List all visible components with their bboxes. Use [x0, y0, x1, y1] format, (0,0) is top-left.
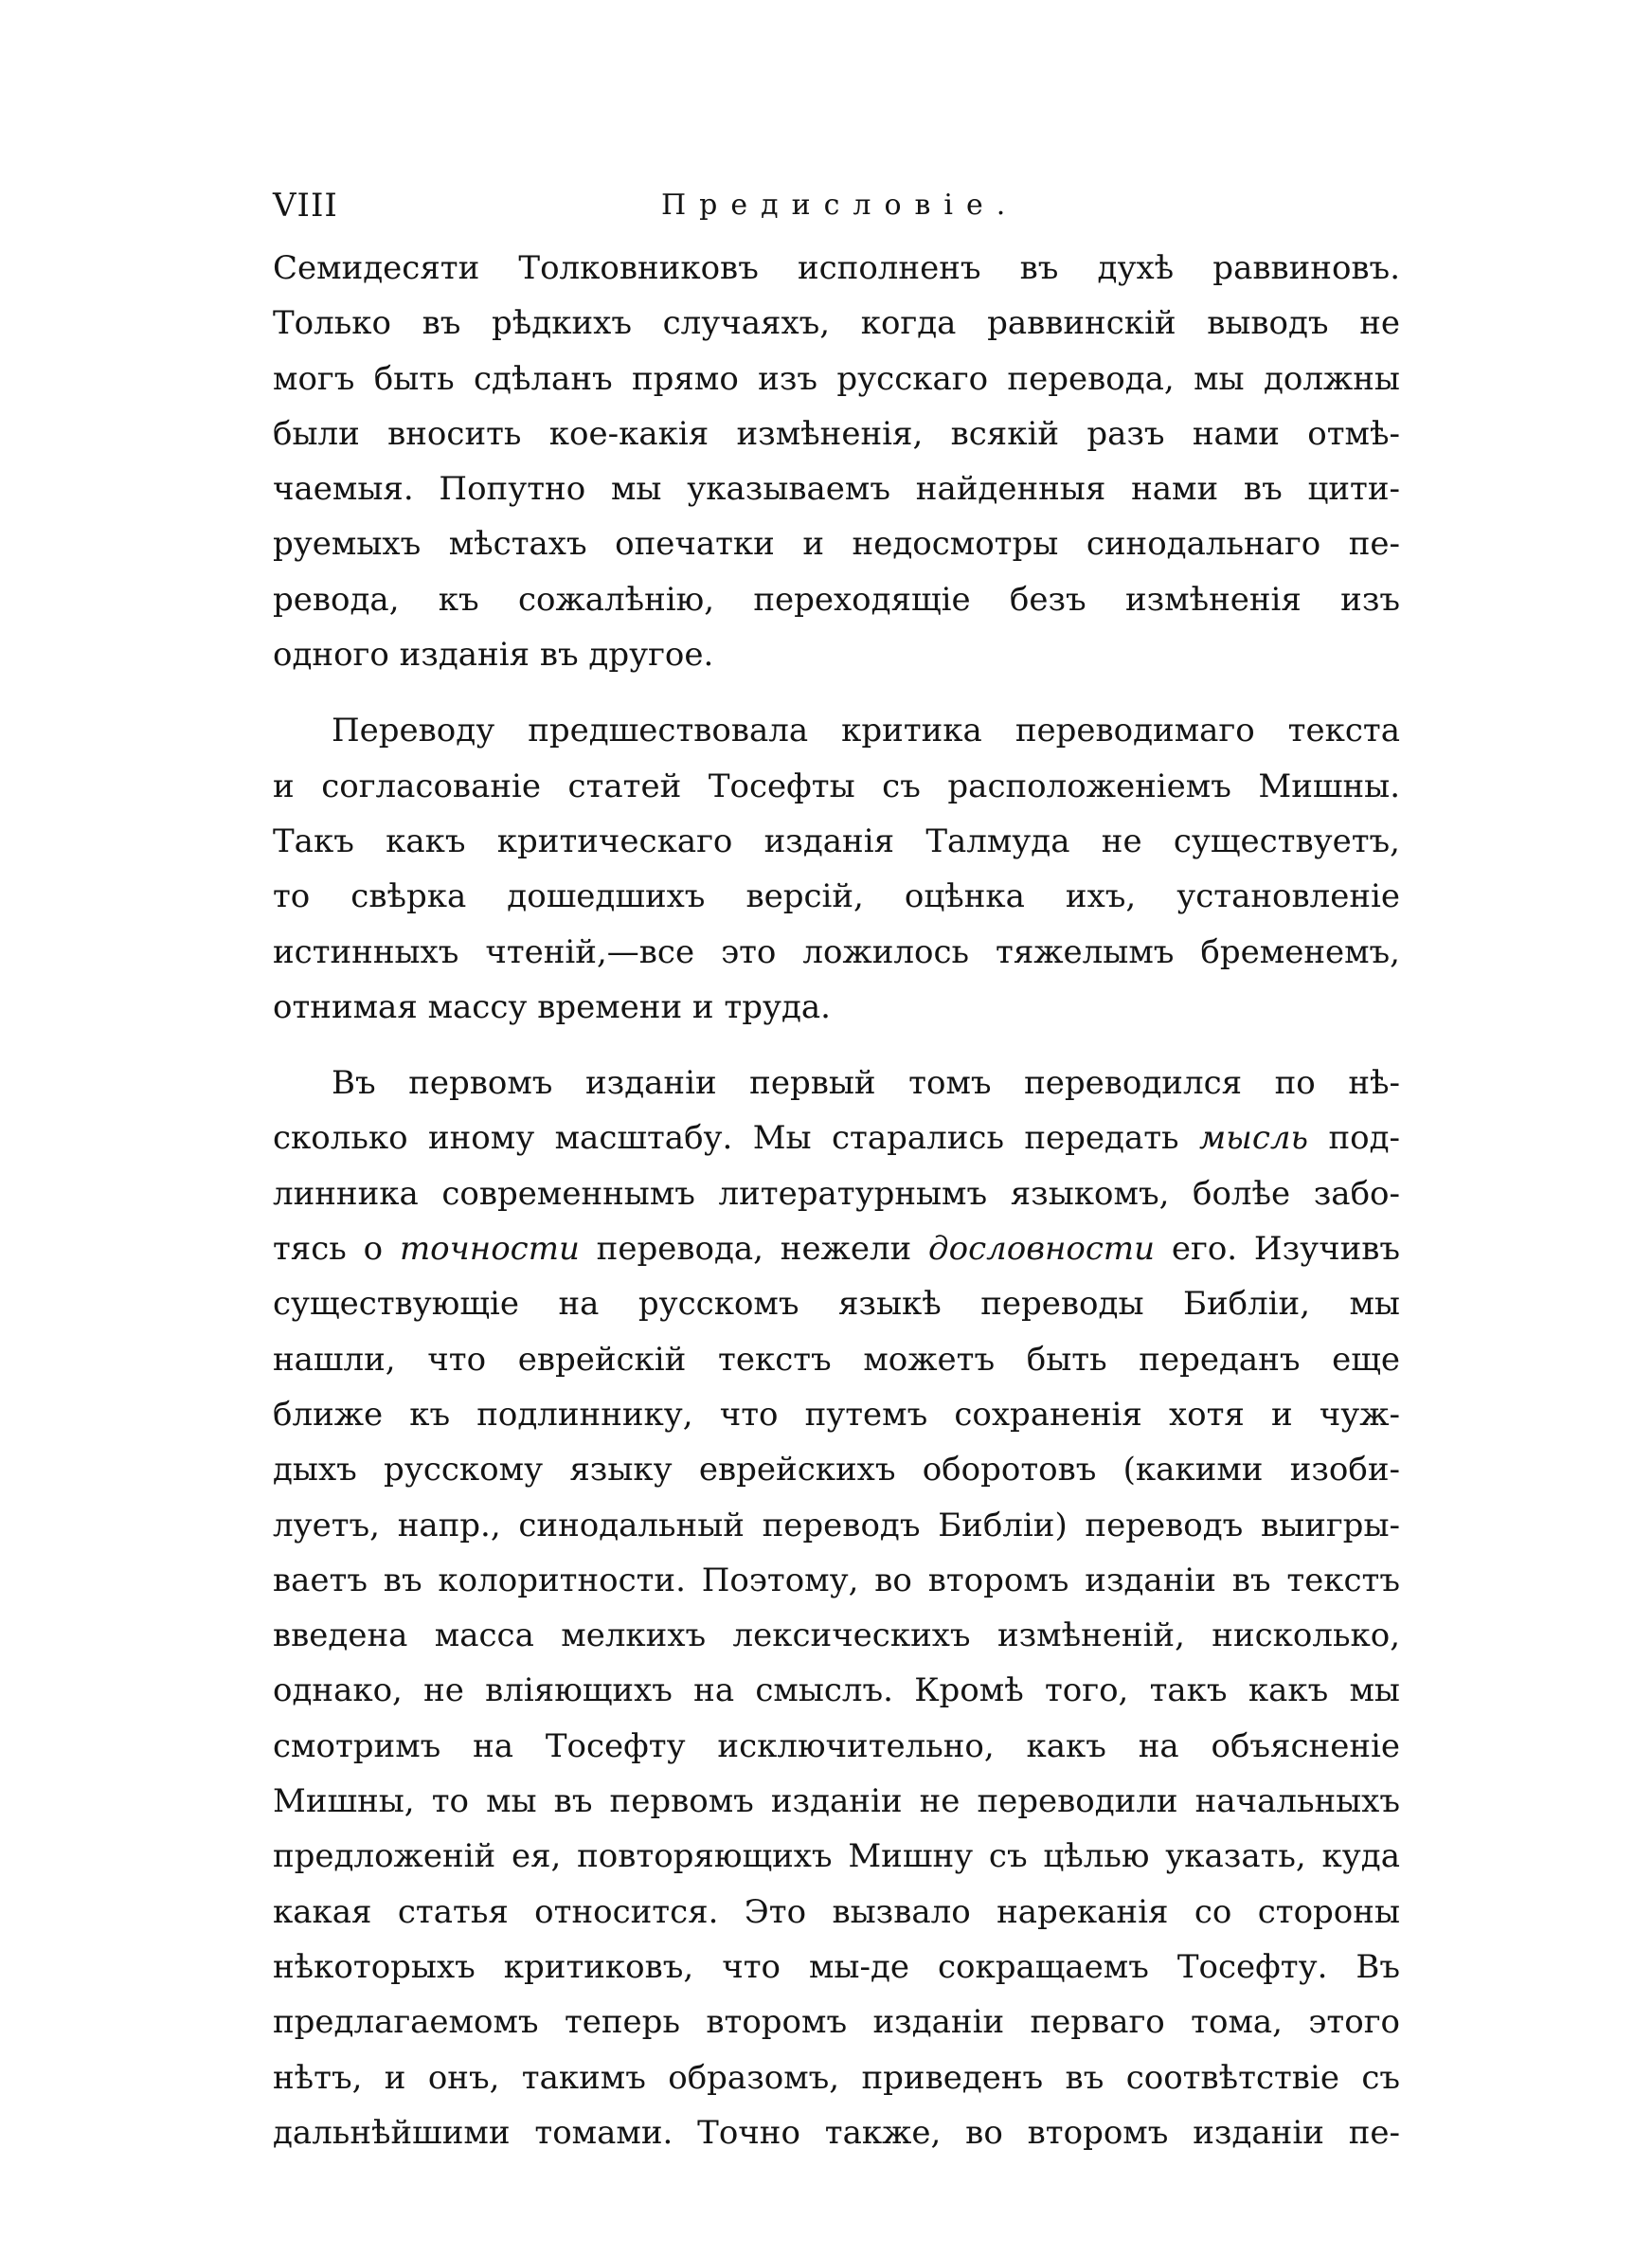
text-line-with-italic — [273, 1221, 1400, 1276]
body-text — [273, 241, 1400, 2160]
text-line: существующiе на русскомъ языкѣ переводы Библiи, мы — [273, 1285, 1400, 1324]
text-line: дальнѣйшими томами. Точно также, во второмъ изданiи пе- — [273, 2113, 1400, 2152]
text-line: нѣтъ, и онъ, такимъ образомъ, приведенъ въ соотвѣтствiе съ — [273, 2058, 1400, 2097]
running-head — [273, 182, 1400, 229]
text-run: тясь о — [273, 1230, 384, 1269]
text-run: под- — [1328, 1119, 1400, 1158]
text-line: то свѣрка дошедшихъ версiй, оцѣнка ихъ, установленiе — [273, 877, 1400, 916]
text-line: луетъ, напр., синодальный переводъ Библiи) переводъ выигры- — [273, 1506, 1400, 1544]
text-line: истинныхъ чтенiй,—все это ложилось тяжелымъ бременемъ, — [273, 932, 1400, 971]
text-line: ваетъ въ колоритности. Поэтому, во второмъ изданiи въ текстъ — [273, 1561, 1400, 1599]
text-line: введена масса мелкихъ лексическихъ измѣненiй, нисколько, — [273, 1616, 1400, 1655]
text-line: линника современнымъ литературнымъ языкомъ, болѣе забо- — [273, 1174, 1400, 1213]
text-line: Только въ рѣдкихъ случаяхъ, когда раввинскiй выводъ не — [273, 304, 1400, 343]
italic-word: точности — [399, 1230, 580, 1269]
text-line: однако, не влiяющихъ на смыслъ. Кромѣ того, такъ какъ мы — [273, 1671, 1400, 1710]
text-line-with-italic — [273, 1110, 1400, 1165]
text-line: были вносить кое-какiя измѣненiя, всякiй разъ нами отмѣ- — [273, 414, 1400, 453]
text-run: сколько иному масштабу. Мы старались передать — [273, 1119, 1179, 1158]
text-line: Такъ какъ критическаго изданiя Талмуда не существуетъ, — [273, 822, 1400, 860]
text-line: смотримъ на Тосефту исключительно, какъ на объясненiе — [273, 1726, 1400, 1765]
text-line: одного изданiя въ другое. — [273, 636, 714, 675]
text-run: перевода, нежели — [596, 1230, 912, 1269]
paragraph-3 — [273, 1056, 1400, 2160]
text-line: ревода, къ сожалѣнiю, переходящiе безъ измѣненiя изъ — [273, 580, 1400, 619]
text-line: предложенiй ея, повторяющихъ Мишну съ цѣлью указать, куда — [273, 1837, 1400, 1876]
text-run: его. Изучивъ — [1171, 1230, 1401, 1269]
text-line: нашли, что еврейскiй текстъ можетъ быть переданъ еще — [273, 1340, 1400, 1379]
italic-word: мысль — [1198, 1119, 1309, 1158]
text-line: какая статья относится. Это вызвало нареканiя со стороны — [273, 1892, 1400, 1931]
text-line: ближе къ подлиннику, что путемъ сохраненiя хотя и чуж- — [273, 1395, 1400, 1434]
page-heading: Предисловiе. — [661, 189, 1019, 222]
text-line: и согласованiе статей Тосефты съ расположенiемъ Мишны. — [273, 767, 1400, 805]
text-line: Семидесяти Толковниковъ исполненъ въ духѣ раввиновъ. — [273, 249, 1400, 287]
paragraph-2 — [273, 703, 1400, 1035]
text-line: нѣкоторыхъ критиковъ, что мы-де сокращаемъ Тосефту. Въ — [273, 1947, 1400, 1986]
text-line: Въ первомъ изданiи первый томъ переводился по нѣ- — [332, 1064, 1400, 1103]
text-line: чаемыя. Попутно мы указываемъ найденныя нами въ цити- — [273, 470, 1400, 509]
page-number: VIII — [273, 187, 338, 225]
paragraph-1 — [273, 241, 1400, 682]
italic-word: дословности — [928, 1230, 1156, 1269]
text-line: отнимая массу времени и труда. — [273, 987, 831, 1026]
text-line: руемыхъ мѣстахъ опечатки и недосмотры синодальнаго пе- — [273, 525, 1400, 564]
text-line: Переводу предшествовала критика переводимаго текста — [332, 712, 1400, 750]
text-line: предлагаемомъ теперь второмъ изданiи перваго тома, этого — [273, 2003, 1400, 2042]
text-line: Мишны, то мы въ первомъ изданiи не переводили начальныхъ — [273, 1782, 1400, 1821]
text-line: могъ быть сдѣланъ прямо изъ русскаго перевода, мы должны — [273, 359, 1400, 398]
text-line: дыхъ русскому языку еврейскихъ оборотовъ (какими изоби- — [273, 1451, 1400, 1490]
